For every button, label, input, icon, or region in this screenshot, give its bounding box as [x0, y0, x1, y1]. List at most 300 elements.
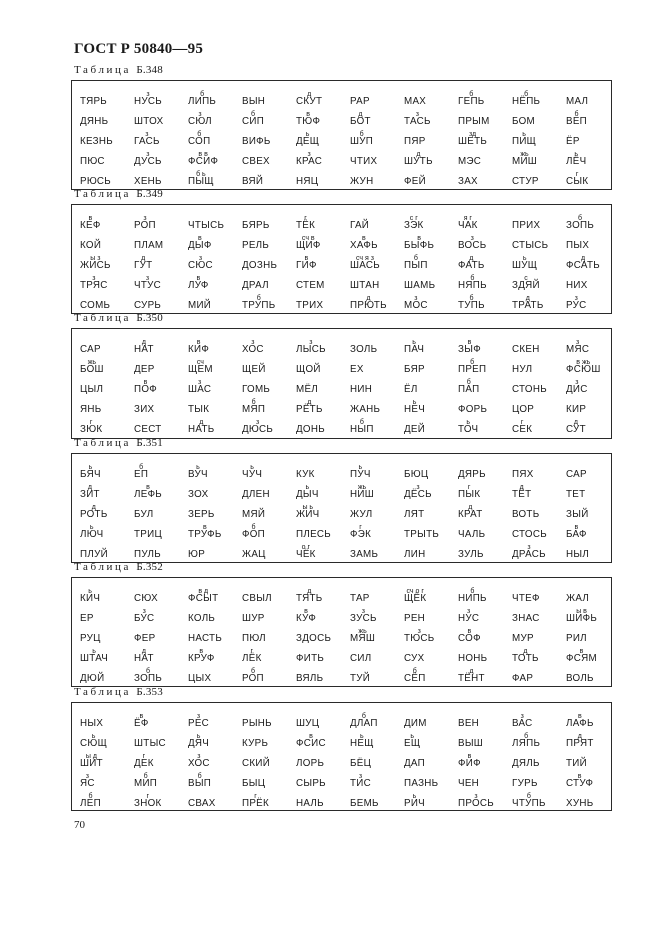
- syllable-word: ЗУЛЬ: [458, 549, 484, 560]
- superscript-mark: д: [141, 255, 146, 262]
- syllable-word: ПЛАМ: [134, 240, 164, 251]
- table-cell: [80, 177, 111, 187]
- table-cell: [134, 608, 155, 624]
- superscript-mark: з: [146, 151, 150, 158]
- table-cell: [404, 177, 426, 187]
- syllable-word: БЯР: [404, 364, 425, 375]
- syllable-word: ФИТЬ: [296, 653, 325, 664]
- syllable-word: БЯЧ: [80, 469, 101, 480]
- syllable-word: ДОНЬ: [296, 424, 325, 435]
- table-caption: [74, 64, 163, 76]
- syllable-word: ЕР: [80, 613, 94, 624]
- table-cell: [188, 524, 222, 540]
- syllable-word: ЖАНЬ: [350, 404, 381, 415]
- table-cell: [242, 365, 266, 375]
- syllable-word: ПУЧ: [350, 469, 371, 480]
- syllable-word: ТЁНТ: [458, 673, 485, 684]
- superscript-mark: в д: [198, 588, 209, 595]
- syllable-word: ДЛЕН: [242, 489, 270, 500]
- superscript-mark: з: [576, 339, 580, 346]
- superscript-mark: ь: [522, 131, 526, 138]
- syllable-word: ЩЕЙ: [242, 364, 266, 375]
- syllable-word: ПУЛЬ: [134, 549, 161, 560]
- table-cell: [458, 157, 481, 167]
- syllable-word: ДЯЧ: [188, 738, 210, 749]
- syllable-word: БЮЦ: [404, 469, 429, 480]
- table-cell: [512, 177, 539, 187]
- superscript-mark: б: [412, 668, 417, 675]
- table-cell: [80, 733, 108, 749]
- syllable-word: ЗНАС: [512, 613, 540, 624]
- syllable-word: ЧТЕФ: [512, 593, 540, 604]
- table-cell: [80, 773, 95, 789]
- table-cell: [404, 779, 438, 789]
- table-cell: [512, 91, 541, 107]
- table-cell: [134, 215, 156, 231]
- table-cell: [296, 215, 316, 231]
- table-cell: [350, 177, 373, 187]
- syllable-word: ГУТ: [134, 260, 153, 271]
- syllable-word: ДИС: [566, 384, 588, 395]
- syllable-word: ВУЧ: [188, 469, 208, 480]
- syllable-word: ЖУЛ: [350, 509, 373, 520]
- table-cell: [404, 111, 431, 127]
- superscript-mark: з: [358, 773, 363, 780]
- superscript-mark: г: [575, 171, 579, 178]
- syllable-word: КЕФ: [80, 220, 101, 231]
- table-cell: [188, 733, 210, 749]
- table-caption: [74, 188, 163, 200]
- syllable-word: ХОС: [242, 344, 264, 355]
- syllable-word: МАХ: [404, 96, 427, 107]
- syllable-word: ПРИХ: [512, 220, 541, 231]
- superscript-mark: б: [470, 359, 475, 366]
- superscript-mark: д: [525, 295, 530, 302]
- table-cell: [80, 215, 101, 231]
- table-cell: [80, 524, 104, 540]
- syllable-word: ФЕР: [134, 633, 156, 644]
- table-cell: [134, 255, 153, 271]
- table-number: Б.349: [136, 188, 163, 200]
- table-cell: [80, 588, 101, 604]
- table-cell: [512, 530, 547, 540]
- table-cell: [350, 628, 376, 644]
- superscript-mark: г: [304, 215, 307, 222]
- superscript-mark: з: [470, 235, 474, 242]
- syllable-word: БЁЦ: [350, 758, 372, 769]
- table-cell: [350, 674, 370, 684]
- syllable-word: СТУФ: [566, 778, 594, 789]
- syllable-word: ЧЁК: [296, 549, 316, 560]
- superscript-mark: в: [417, 235, 421, 242]
- table-cell: [458, 339, 481, 355]
- table-cell: [566, 759, 587, 769]
- table-cell: [512, 544, 546, 560]
- syllable-word: ЦОР: [512, 404, 535, 415]
- syllable-word: НАТ: [134, 344, 154, 355]
- superscript-mark: д: [573, 419, 578, 426]
- table-cell: [188, 301, 211, 311]
- superscript-mark: в: [577, 773, 582, 780]
- table-cell: [512, 419, 533, 435]
- syllable-word: ШУЩ: [512, 260, 538, 271]
- table-cell: [566, 674, 594, 684]
- superscript-mark: ь: [89, 524, 94, 531]
- superscript-mark: б: [139, 464, 144, 471]
- syllable-word: МУР: [512, 633, 534, 644]
- syllable-word: ЛЕФЬ: [134, 489, 163, 500]
- table-cell: [566, 594, 589, 604]
- superscript-mark: в: [579, 648, 584, 655]
- superscript-mark: б: [413, 255, 418, 262]
- syllable-word: ПЮС: [80, 156, 105, 167]
- table-cell: [188, 753, 210, 769]
- syllable-word: РИЧ: [404, 798, 426, 809]
- superscript-mark: з: [467, 608, 471, 615]
- superscript-mark: б ь: [196, 171, 206, 178]
- syllable-word: ХУНЬ: [566, 798, 594, 809]
- table-cell: [350, 608, 377, 624]
- syllable-word: ЗЕРЬ: [188, 509, 215, 520]
- table-number: Б.350: [136, 312, 163, 324]
- syllable-word: НИПЬ: [458, 593, 487, 604]
- superscript-mark: ь: [358, 464, 363, 471]
- syllable-word: НАСТЬ: [188, 633, 223, 644]
- table-cell: [188, 221, 224, 231]
- table-cell: [80, 385, 103, 395]
- table-cell: [134, 405, 154, 415]
- syllable-word: НИН: [350, 384, 373, 395]
- syllable-word: ГОМЬ: [242, 384, 271, 395]
- syllable-word: ВЯЙ: [242, 176, 264, 187]
- syllable-word: ПИЩ: [512, 136, 537, 147]
- syllable-word: ЗАХ: [458, 176, 478, 187]
- superscript-mark: д: [523, 648, 528, 655]
- syllable-word: ДЕР: [134, 364, 155, 375]
- syllable-word: ЁР: [566, 136, 580, 147]
- table-cell: [134, 151, 162, 167]
- superscript-mark: б: [574, 111, 579, 118]
- superscript-mark: ь: [196, 464, 200, 471]
- syllable-word: ДРАСЬ: [512, 549, 546, 560]
- table-cell: [80, 255, 111, 271]
- table-cell: [296, 719, 319, 729]
- table-caption: [74, 312, 163, 324]
- superscript-mark: з: [198, 379, 202, 386]
- table-cell: [566, 241, 589, 251]
- table-cell: [350, 97, 370, 107]
- syllable-word: КУРЬ: [242, 738, 269, 749]
- syllable-word: ЛЁК: [242, 653, 262, 664]
- syllable-word: КЕЗНЬ: [80, 136, 113, 147]
- table-cell: [134, 713, 149, 729]
- table-cell: [80, 504, 108, 520]
- superscript-mark: ь: [360, 733, 364, 740]
- syllable-word: БЫФЬ: [404, 240, 435, 251]
- syllable-word: ПЫХ: [566, 240, 590, 251]
- syllable-word: ЗОХ: [188, 489, 209, 500]
- table-cell: [350, 713, 378, 729]
- table-cell: [134, 594, 158, 604]
- syllable-word: ПРЮТЬ: [350, 300, 387, 311]
- superscript-mark: д: [141, 339, 146, 346]
- syllable-table: [71, 328, 612, 439]
- syllable-word: ВОСЬ: [458, 240, 487, 251]
- table-number: Б.348: [136, 64, 163, 76]
- superscript-mark: з: [307, 151, 311, 158]
- syllable-word: ПЛЕСЬ: [296, 529, 332, 540]
- syllable-word: СЮЩ: [80, 738, 108, 749]
- table-cell: [134, 379, 158, 395]
- superscript-mark: г: [467, 484, 471, 491]
- syllable-word: ТУПЬ: [458, 300, 485, 311]
- table-cell: [458, 215, 478, 231]
- table-cell: [188, 235, 212, 251]
- syllable-word: ТРИХ: [296, 300, 324, 311]
- superscript-mark: г: [359, 524, 362, 531]
- superscript-mark: д: [307, 588, 312, 595]
- table-cell: [80, 793, 101, 809]
- superscript-mark: ь: [305, 484, 310, 491]
- table-cell: [134, 91, 163, 107]
- table-cell: [242, 510, 265, 520]
- table-cell: [80, 345, 101, 355]
- table-cell: [188, 419, 215, 435]
- table-cell: [350, 385, 372, 395]
- superscript-mark: г: [89, 419, 93, 426]
- table-cell: [296, 759, 324, 769]
- syllable-word: ПАЗНЬ: [404, 778, 439, 789]
- table-cell: [404, 255, 428, 271]
- table-cell: [458, 275, 487, 291]
- table-cell: [458, 654, 487, 664]
- table-cell: [512, 117, 535, 127]
- syllable-word: КРАТ: [458, 509, 483, 520]
- syllable-word: ЧТУПЬ: [512, 798, 546, 809]
- syllable-word: БЯРЬ: [242, 220, 270, 231]
- superscript-mark: о г: [301, 544, 311, 551]
- superscript-mark: з: [143, 215, 147, 222]
- syllable-word: ДЯЛЬ: [512, 758, 540, 769]
- table-cell: [458, 405, 487, 415]
- table-cell: [350, 255, 381, 271]
- superscript-mark: в: [304, 608, 308, 615]
- table-cell: [242, 614, 265, 624]
- table-cell: [404, 235, 435, 251]
- table-cell: [566, 255, 600, 271]
- table-cell: [458, 739, 483, 749]
- syllable-word: ГЕПЬ: [458, 96, 485, 107]
- superscript-mark: ы в: [576, 608, 587, 615]
- syllable-word: СЫРЬ: [296, 778, 326, 789]
- syllable-word: СЕК: [512, 424, 533, 435]
- syllable-word: СУТ: [566, 424, 586, 435]
- syllable-word: ЧТЫСЬ: [188, 220, 225, 231]
- table-cell: [350, 759, 371, 769]
- table-cell: [404, 339, 425, 355]
- table-cell: [296, 674, 323, 684]
- table-cell: [512, 648, 539, 664]
- syllable-word: МИП: [134, 778, 158, 789]
- table-cell: [404, 215, 424, 231]
- table-cell: [242, 241, 269, 251]
- syllable-word: МАЛ: [566, 96, 589, 107]
- syllable-word: МЭС: [458, 156, 482, 167]
- superscript-mark: д: [358, 111, 363, 118]
- table-cell: [80, 484, 100, 500]
- superscript-mark: в: [143, 379, 148, 386]
- superscript-mark: г: [146, 793, 150, 800]
- superscript-mark: б: [250, 668, 255, 675]
- table-number: Б.352: [136, 561, 163, 573]
- table-cell: [134, 241, 163, 251]
- syllable-word: ХОС: [188, 758, 210, 769]
- table-cell: [350, 111, 371, 127]
- superscript-mark: сч о г: [406, 588, 424, 595]
- table-cell: [512, 241, 548, 251]
- table-cell: [134, 275, 162, 291]
- table-cell: [296, 779, 326, 789]
- table-cell: [458, 484, 481, 500]
- superscript-mark: б: [524, 91, 529, 98]
- superscript-mark: в: [362, 235, 366, 242]
- syllable-word: ТЮФ: [296, 116, 321, 127]
- syllable-word: ШУЦ: [296, 718, 320, 729]
- syllable-word: ТРУФЬ: [188, 529, 222, 540]
- syllable-word: ШУР: [242, 613, 265, 624]
- syllable-word: ДЮСЬ: [242, 424, 274, 435]
- table-cell: [566, 111, 588, 127]
- superscript-mark: я г: [463, 215, 472, 222]
- table-cell: [134, 464, 149, 480]
- syllable-word: ТРИЦ: [134, 529, 163, 540]
- table-cell: [242, 177, 263, 187]
- table-cell: [134, 739, 166, 749]
- table-cell: [566, 151, 587, 167]
- table-cell: [134, 753, 154, 769]
- table-cell: [242, 550, 266, 560]
- syllable-word: РОТЬ: [80, 509, 108, 520]
- table-cell: [458, 753, 481, 769]
- syllable-word: КОЛЬ: [188, 613, 216, 624]
- syllable-word: ШТАН: [350, 280, 380, 291]
- table-cell: [242, 157, 270, 167]
- syllable-word: ЛЕП: [80, 798, 101, 809]
- table-cell: [458, 628, 481, 644]
- syllable-table: [71, 702, 612, 811]
- syllable-word: ВЫН: [242, 96, 266, 107]
- table-cell: [350, 405, 380, 415]
- superscript-mark: сч: [196, 359, 204, 366]
- table-cell: [188, 634, 222, 644]
- syllable-word: ЛУФ: [188, 280, 209, 291]
- table-cell: [188, 464, 208, 480]
- syllable-word: ФСЮШ: [566, 364, 601, 375]
- superscript-mark: з: [145, 131, 149, 138]
- table-cell: [404, 470, 428, 480]
- syllable-word: ТЁТ: [512, 489, 532, 500]
- syllable-word: БЫЦ: [242, 778, 266, 789]
- syllable-word: БОТ: [350, 116, 371, 127]
- syllable-word: ЩЁК: [404, 593, 427, 604]
- superscript-mark: в: [306, 111, 310, 118]
- syllable-word: САР: [80, 344, 101, 355]
- syllable-word: ЩОЙ: [296, 364, 321, 375]
- syllable-word: ДЛАП: [350, 718, 378, 729]
- superscript-mark: д: [469, 255, 474, 262]
- table-cell: [512, 151, 538, 167]
- superscript-mark: з: [145, 275, 150, 282]
- table-cell: [566, 281, 588, 291]
- table-cell: [404, 530, 439, 540]
- table-caption: [74, 686, 163, 698]
- superscript-mark: жь: [520, 151, 529, 158]
- superscript-mark: ь: [522, 255, 527, 262]
- table-cell: [80, 359, 104, 375]
- table-cell: [404, 588, 427, 604]
- syllable-table: [71, 80, 612, 190]
- superscript-mark: б: [359, 131, 364, 138]
- syllable-word: СУРЬ: [134, 300, 162, 311]
- syllable-word: ТУЙ: [350, 673, 371, 684]
- table-cell: [512, 221, 540, 231]
- table-cell: [350, 510, 373, 520]
- table-cell: [512, 779, 538, 789]
- table-cell: [512, 733, 541, 749]
- table-cell: [188, 773, 212, 789]
- superscript-mark: д: [519, 484, 524, 491]
- superscript-mark: з: [361, 608, 365, 615]
- syllable-word: КОЙ: [80, 240, 102, 251]
- syllable-word: ЖАЛ: [566, 593, 590, 604]
- syllable-word: НУС: [458, 613, 480, 624]
- table-cell: [566, 419, 586, 435]
- syllable-word: ЗИТ: [80, 489, 100, 500]
- table-cell: [242, 648, 262, 664]
- superscript-mark: б: [251, 524, 256, 531]
- table-cell: [404, 654, 424, 664]
- syllable-word: СТЕМ: [296, 280, 325, 291]
- syllable-word: ПРЕП: [458, 364, 487, 375]
- table-cell: [458, 177, 478, 187]
- syllable-word: ЗУСЬ: [350, 613, 377, 624]
- table-cell: [512, 295, 544, 311]
- syllable-word: ЖУН: [350, 176, 374, 187]
- table-cell: [566, 339, 590, 355]
- syllable-word: РУЦ: [80, 633, 101, 644]
- table-cell: [404, 759, 425, 769]
- superscript-mark: д: [91, 504, 96, 511]
- syllable-word: ВИФЬ: [242, 136, 271, 147]
- table-cell: [566, 550, 589, 560]
- table-cell: [566, 295, 587, 311]
- superscript-mark: д: [87, 484, 92, 491]
- syllable-word: ЛЁЧ: [566, 156, 587, 167]
- syllable-word: ПРЯТ: [566, 738, 594, 749]
- superscript-mark: ь: [305, 131, 310, 138]
- syllable-word: НОНЬ: [458, 653, 488, 664]
- table-cell: [512, 405, 534, 415]
- syllable-word: СТОСЬ: [512, 529, 547, 540]
- syllable-word: ФАТЬ: [458, 260, 485, 271]
- superscript-mark: жь: [357, 484, 367, 491]
- syllable-word: ВЕН: [458, 718, 480, 729]
- table-cell: [458, 117, 490, 127]
- superscript-mark: в: [304, 255, 309, 262]
- table-cell: [134, 648, 154, 664]
- superscript-mark: ы ь: [302, 504, 314, 511]
- syllable-word: ШЕТЬ: [458, 136, 488, 147]
